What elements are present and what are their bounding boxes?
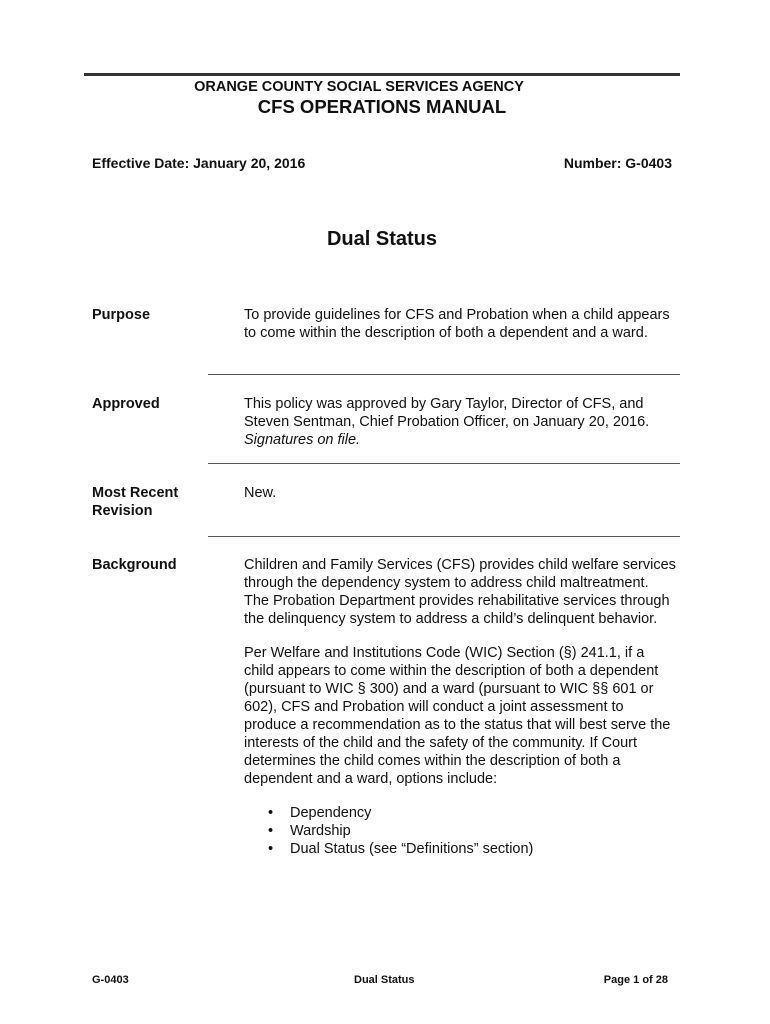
document-number: Number: G-0403: [563, 155, 672, 171]
agency-name: ORANGE COUNTY SOCIAL SERVICES AGENCY: [194, 79, 524, 95]
footer-title: Dual Status: [354, 974, 415, 986]
header-rule: [84, 73, 680, 76]
background-label: Background: [92, 557, 177, 573]
list-item: • Dual Status (see “Definitions” section): [268, 841, 534, 857]
effective-date: Effective Date: January 20, 2016: [92, 155, 306, 171]
section-divider: [208, 536, 680, 537]
signatures-note: Signatures on file.: [244, 432, 361, 448]
revision-label-line1: Most Recent: [92, 485, 179, 501]
revision-text: New.: [244, 485, 277, 501]
manual-title: CFS OPERATIONS MANUAL: [257, 96, 507, 117]
bullet-icon: •: [268, 823, 274, 839]
background-paragraph-2: Per Welfare and Institutions Code (WIC) Section (§) 241.1, if a child appears to come within the description of both a dependent (pursuant to WIC § 300) and a ward (pursuant to WIC §§ 601 or 602), CFS and Probation will conduct a joint assessment to produce a recommendation as to the status that will best serve the interests of the child and the safety of the community. If Court determines the child comes within the description of both a dependent and a ward, options include:: [244, 645, 671, 787]
footer-doc-number: G-0403: [92, 974, 129, 986]
page-title: Dual Status: [326, 228, 438, 250]
purpose-label: Purpose: [92, 307, 151, 323]
revision-label-line2: Revision: [92, 503, 153, 519]
list-item: • Wardship: [268, 823, 351, 839]
background-section: [244, 556, 676, 858]
list-item: • Dependency: [268, 805, 372, 821]
bullet-icon: •: [268, 841, 274, 857]
approved-section: [244, 395, 676, 449]
section-divider: [208, 374, 680, 375]
bullet-icon: •: [268, 805, 274, 821]
footer-page-number: Page 1 of 28: [603, 974, 668, 986]
approved-label: Approved: [92, 396, 160, 412]
options-list: [244, 804, 676, 858]
purpose-text: To provide guidelines for CFS and Probation when a child appears to come within the description of both a dependent and a ward.: [244, 307, 670, 341]
revision-label: [92, 484, 222, 520]
approved-text: This policy was approved by Gary Taylor, Director of CFS, and Steven Sentman, Chief Probation Officer, on January 20, 2016.: [244, 396, 650, 430]
background-paragraph-1: Children and Family Services (CFS) provides child welfare services through the dependency system to address child maltreatment. The Probation Department provides rehabilitative services through the delinquency system to address a child’s delinquent behavior.: [244, 557, 676, 627]
section-divider: [208, 463, 680, 464]
